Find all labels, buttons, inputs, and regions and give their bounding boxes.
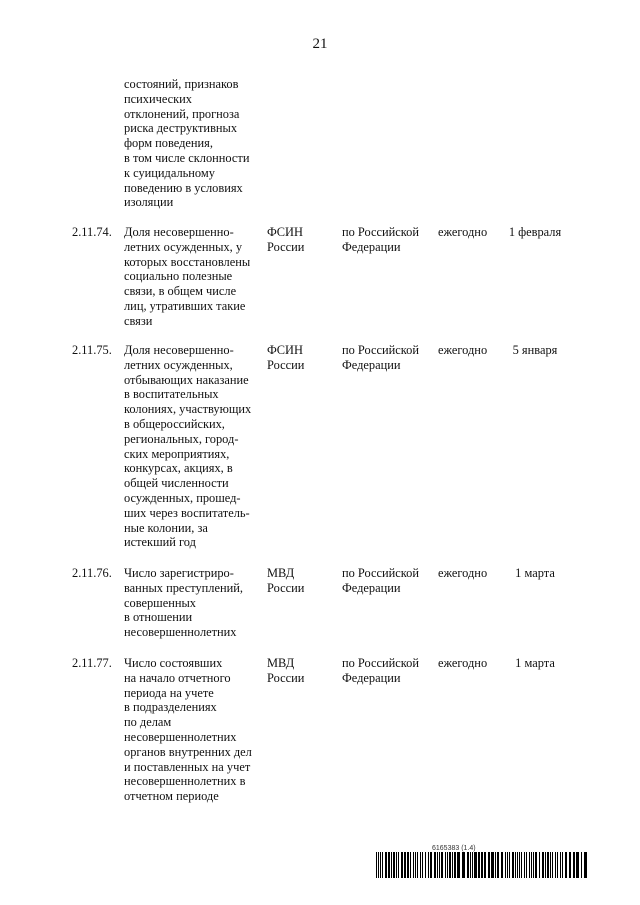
deadline: 1 марта xyxy=(515,656,555,670)
scope: по Российской Федерации xyxy=(342,225,419,254)
scope: по Российской Федерации xyxy=(342,656,419,685)
frequency: ежегодно xyxy=(438,343,488,357)
responsible-org: МВД России xyxy=(267,656,305,685)
indicator-name: Доля несовершенно- летних осужденных, отбывающих наказание в воспитательных колониях, участвующих в общероссийских, региональных, город- ских мероприятиях, конкурсах, акциях, в общей численности осужденных, прошед- ших через воспитатель- ные колонии, за истекший год xyxy=(124,343,252,550)
barcode-icon xyxy=(376,852,587,878)
indicator-name: Число зарегистриро- ванных преступлений, совершенных в отношении несовершеннолетних xyxy=(124,566,243,640)
frequency: ежегодно xyxy=(438,566,488,580)
scope: по Российской Федерации xyxy=(342,343,419,372)
indicator-name: Доля несовершенно- летних осужденных, у которых восстановлены социально полезные связи, в общем числе лиц, утративших такие связи xyxy=(124,225,251,328)
deadline: 5 января xyxy=(512,343,558,357)
frequency: ежегодно xyxy=(438,656,488,670)
row-number: 2.11.75. xyxy=(72,343,112,357)
row-number: 2.11.74. xyxy=(72,225,112,239)
document-stamp: 6165383 (1.4) xyxy=(432,845,476,852)
indicator-name: Число состоявших на начало отчетного периода на учете в подразделениях по делам несовершеннолетних органов внутренних дел и поставленных на учет несовершеннолетних в отчетном периоде xyxy=(124,656,252,804)
scope: по Российской Федерации xyxy=(342,566,419,595)
responsible-org: ФСИН России xyxy=(267,343,305,372)
responsible-org: ФСИН России xyxy=(267,225,305,254)
row-number: 2.11.76. xyxy=(72,566,112,580)
continuation-text: состояний, признаков психических отклонений, прогноза риска деструктивных форм поведения, в том числе склонности к суицидальному поведению в условиях изоляции xyxy=(124,77,250,210)
responsible-org: МВД России xyxy=(267,566,305,595)
frequency: ежегодно xyxy=(438,225,488,239)
row-number: 2.11.77. xyxy=(72,656,112,670)
deadline: 1 февраля xyxy=(508,225,562,239)
page-number: 21 xyxy=(312,36,328,52)
deadline: 1 марта xyxy=(515,566,555,580)
